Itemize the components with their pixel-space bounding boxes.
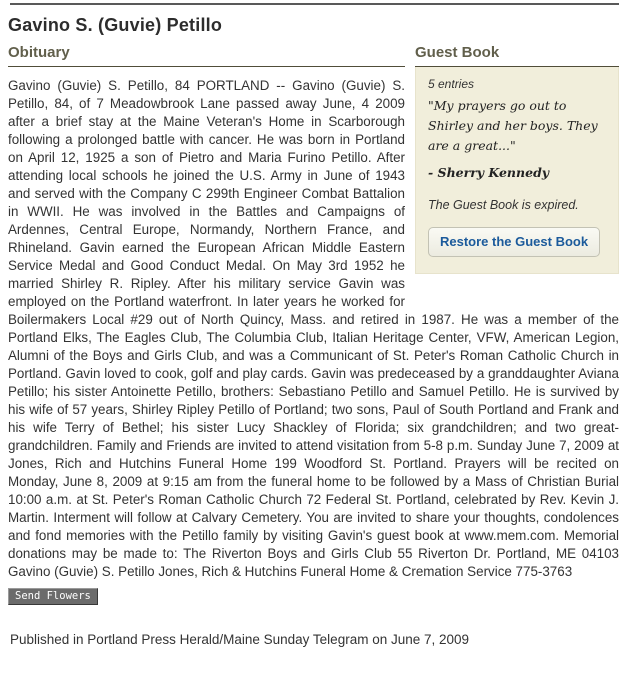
content-area: [8, 44, 619, 647]
top-divider: [10, 3, 619, 5]
page-title: Gavino S. (Guvie) Petillo: [8, 15, 223, 35]
guest-book-panel: [415, 44, 619, 274]
guest-book-quote-author: - Sherry Kennedy: [428, 165, 550, 180]
obituary-heading: Obituary: [8, 44, 405, 67]
guest-book-entries-count: 5 entries: [428, 77, 475, 91]
obituary-body-text: Gavino (Guvie) S. Petillo, 84 PORTLAND -- Gavino (Guvie) S. Petillo, 84, of 7 Meadowbrook Lane passed away June, 4 2009 after a brief stay at the Maine Veteran's Home in Scarborough following a prolonged battle with cancer. He was born in Portland on April 12, 1925 a son of Pietro and Maria Furino Petillo. After attending local schools he joined the U.S. Army in June of 1943 and served with the Company C 299th Engineer Combat Battalion in WWII. He was involved in the Battles and Campaigns of Ardennes, Central Europe, Normandy, Northern France, and Rhineland. Gavin earned the European African Middle Eastern Service Medal and Good Conduct Medal. On May 3rd 1952 he married Shirley R. Ripley. After his military service Gavin was employed on the Portland waterfront. In later years he worked for Boilermakers Local #29 out of North Quincy, Mass. and retired in 1987. He was a member of the Portland Elks, The Eagles Club, The Columbia Club, Italian Heritage Center, VFW, American Legion, Alumni of the Boys and Girls Club, and was a Communicant of St. Peter's Roman Catholic Church in Portland. Gavin loved to cook, golf and play cards. Gavin was predeceased by a granddaughter Aviana Petillo; his sister Antoinette Petillo, brothers: Sebastiano Petillo and Samuel Petillo. He is survived by his wife of 57 years, Shirley Ripley Petillo of Portland; two sons, Paul of South Portland and Frank and his wife Terry of Bethel; his sister Lucy Shackley of Florida; six grandchildren; and two great-grandchildren. Family and Friends are invited to attend visitation from 5-8 p.m. Sunday June 7, 2009 at Jones, Rich and Hutchins Funeral Home 199 Woodford St. Portland. Prayers will be recited on Monday, June 8, 2009 at 9:15 am from the funeral home to be followed by a Mass of Christian Burial 10:00 a.m. at St. Peter's Roman Catholic Church 72 Federal St. Portland, celebrated by Rev. Kevin J. Martin. Interment will follow at Calvary Cemetery. You are invited to share your thoughts, condolences and fond memories with the Petillo family by visiting Gavin's guest book at www.mem.com. Memorial donations may be made to: The Riverton Boys and Girls Club 55 Riverton Dr. Portland, ME 04103 Gavino (Guvie) S. Petillo Jones, Rich & Hutchins Funeral Home & Cremation Service 775-3763: [8, 78, 619, 579]
guest-book-heading: Guest Book: [415, 44, 619, 67]
guest-book-expired-notice: The Guest Book is expired.: [428, 198, 579, 212]
restore-guest-book-button[interactable]: Restore the Guest Book: [428, 227, 600, 257]
guest-book-quote: "My prayers go out to Shirley and her boys. They are a great...": [428, 98, 598, 153]
send-flowers-button[interactable]: Send Flowers: [8, 588, 98, 605]
published-line: Published in Portland Press Herald/Maine Sunday Telegram on June 7, 2009: [10, 632, 470, 647]
guest-book-box: [415, 67, 619, 274]
obituary-page: [0, 3, 623, 698]
